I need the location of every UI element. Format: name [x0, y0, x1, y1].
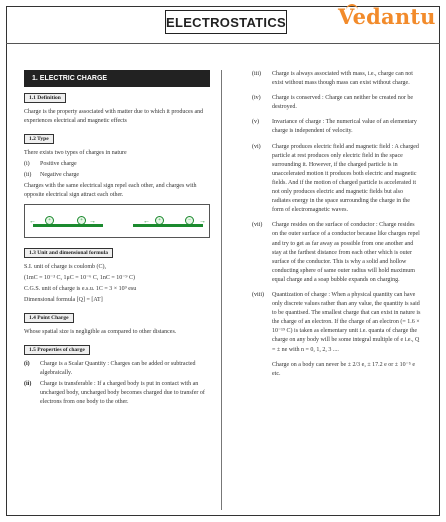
- unit-heading: 1.3 Unit and dimensional formula: [24, 248, 113, 258]
- item-text: Quantization of charge : When a physical quantity can have only discrete values rather than any value, the quantity is said to be quantised. The smallest charge that can exist in nature is the charge of an electron. If the charge of an electron (= 1.6 × 10⁻¹⁹ C) is taken as elementary unit i.e. quanta of charge the charge on any body will be some integral multiple of e i.e., Q = ± ne with n = 0, 1, 2, 3 ....: [272, 291, 421, 353]
- arrow-left-icon: ←: [29, 217, 36, 225]
- definition-text: Charge is the property associated with matter due to which it produces and experiences electrical and magnetic effects: [24, 109, 204, 124]
- arrow-right-icon: →: [199, 217, 206, 225]
- properties-heading: 1.5 Properties of charge: [24, 345, 90, 355]
- right-column: [252, 70, 422, 381]
- property-item: [24, 360, 210, 378]
- property-item: [252, 118, 422, 136]
- item-text: Charge produces electric field and magnetic field : A charged particle at rest produces only electric field in the space surrounding it. However, if the charged particle is in unaccelerated motion it produces both electric and magnetic fields. And if the motion of charged particle is accelerated it not only produces electric and magnetic fields but also radiates energy in the space surrounding the charge in the form of electromagnetic waves.: [272, 143, 419, 214]
- section-title: 1. ELECTRIC CHARGE: [24, 70, 210, 87]
- point-charge-text: Whose spatial size is negligible as compared to other distances.: [24, 329, 177, 335]
- property-item: [252, 291, 422, 355]
- item-number: (v): [252, 119, 259, 126]
- item-number: (i): [24, 161, 30, 167]
- quantization-note: Charge on a body can never be ± 2/3 e, ± 17.2 e or ± 10⁻⁵ e etc.: [272, 361, 415, 377]
- item-number: (iii): [252, 71, 261, 77]
- charge-ball: +: [155, 216, 164, 225]
- type-item-negative: [24, 171, 210, 180]
- item-number: (viii): [252, 291, 264, 298]
- unit-text: S.I. unit of charge is coulomb (C),: [24, 264, 107, 270]
- definition-heading: 1.1 Definition: [24, 93, 66, 103]
- item-number: (ii): [24, 381, 32, 387]
- item-number: (vi): [252, 143, 261, 150]
- type-text: Charges with the same electrical sign repel each other, and charges with opposite electrical sign attract each other.: [24, 183, 197, 198]
- item-number: (vii): [252, 222, 263, 229]
- point-charge-heading: 1.4 Point Charge: [24, 313, 74, 323]
- property-item: [252, 221, 422, 285]
- item-number: (ii): [24, 172, 32, 178]
- dimensional-formula: Dimensional formula [Q] = [AT]: [24, 297, 103, 303]
- item-text: Charge is always associated with mass, i.e., charge can not exist without mass though mass can exist without charge.: [272, 71, 413, 87]
- type-item-positive: [24, 160, 210, 169]
- arrow-right-icon: →: [89, 217, 96, 225]
- item-text: Charge resides on the surface of conductor : Charge resides on the outer surface of a conductor because like charges repel and try to get as far away as possible from one another and stay at the farthest distance from each other which is outer surface of the conductor. This is why a solid and hollow conducting sphere of same outer radius will hold maximum equal charge and a soap bubble expands on charging.: [272, 222, 420, 283]
- charge-ball: +: [45, 216, 54, 225]
- item-text: Charge is conserved : Charge can neither be created nor be destroyed.: [272, 95, 414, 111]
- item-text: Positive charge: [40, 161, 77, 167]
- property-item: [252, 143, 422, 216]
- left-column: [22, 70, 212, 409]
- property-item: [252, 94, 422, 112]
- cgs-unit-text: C.G.S. unit of charge is e.s.u. 1C = 3 × 10⁹ esu: [24, 286, 137, 292]
- type-intro: There exists two types of charges in nature: [24, 150, 127, 156]
- page-header: [0, 0, 446, 48]
- item-number: (i): [24, 361, 30, 367]
- charge-ball: +: [77, 216, 86, 225]
- column-divider: [221, 70, 222, 510]
- item-text: Negative charge: [40, 172, 80, 178]
- arrow-left-icon: ←: [143, 217, 150, 225]
- unit-conversions: (1mC = 10⁻³ C, 1μC = 10⁻⁶ C, 1nC = 10⁻⁹ C): [24, 275, 136, 281]
- item-text: Charge is a Scalar Quantity : Charges can be added or subtracted algebraically.: [40, 361, 196, 376]
- type-heading: 1.2 Type: [24, 134, 54, 144]
- property-item: [252, 70, 422, 88]
- page-title: ELECTROSTATICS: [165, 10, 287, 34]
- item-number: (iv): [252, 95, 261, 102]
- header-rule: [6, 43, 440, 44]
- charge-rods-diagram: [24, 204, 210, 238]
- charge-ball: −: [185, 216, 194, 225]
- item-text: Invariance of charge : The numerical value of an elementary charge is independent of velocity.: [272, 119, 417, 135]
- vedantu-logo: Vedantu: [338, 4, 436, 29]
- property-item: [24, 380, 210, 407]
- item-text: Charge is transferable : If a charged body is put in contact with an uncharged body, uncharged body becomes charged due to transfer of electrons from one body to the other.: [40, 381, 205, 405]
